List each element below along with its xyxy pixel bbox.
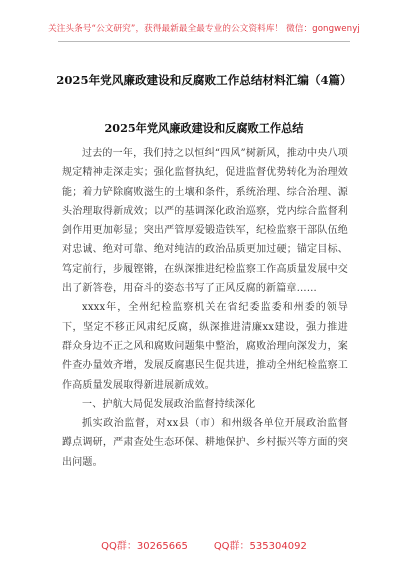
- footer: [0, 537, 408, 552]
- document-title: 2025年党风廉政建设和反腐败工作总结材料汇编（4篇）: [56, 73, 352, 87]
- section-heading-1: 一、护航大局促发展政治监督持续深化: [82, 398, 256, 410]
- footer-qq-right: QQ群：535304092: [213, 541, 307, 552]
- paragraph-3: 抓实政治监督，对xx县（市）和州级各单位开展政治监督蹲点调研，严肃查处生态环保、耕地保护、乡村振兴等方面的突出问题。: [62, 418, 348, 468]
- paragraph-2: xxxx年，全州纪检监察机关在省纪委监委和州委的领导下，坚定不移正风肃纪反腐，纵深推进清廉xx建设，强力推进群众身边不正之风和腐败问题集中整治，腐败治理向深发力，案件查办量效齐增，发展反腐惠民生促共进，推动全州纪检监察工作高质量发展取得新进展新成效。: [62, 302, 348, 391]
- header-note: 关注头条号“公文研究”，获得最新最全最专业的公文资料库！ 微信：gongwenyj: [48, 24, 360, 34]
- section-title: 2025年党风廉政建设和反腐败工作总结: [104, 121, 304, 135]
- header-divider: [58, 41, 350, 42]
- paragraph-1: 过去的一年，我们持之以恒纠“四风”树新风，推动中央八项规定精神走深走实；强化监督执纪，促进监督优势转化为治理效能；着力铲除腐败滋生的土壤和条件，系统治理、综合治理、源头治理取得新成效；以严的基调深化政治巡察，党内综合监督利剑作用更加彰显；突出严管厚爱锻造铁军，纪检监察干部队伍绝对忠诚、绝对可靠、绝对纯洁的政治品质更加过硬；锚定目标、笃定前行，步履铿锵，在纵深推进纪检监察工作高质量发展中交出了新答卷，用奋斗的姿态书写了正风反腐的新篇章……: [62, 148, 348, 295]
- body-text: [62, 144, 348, 472]
- footer-qq-left: QQ群：30265665: [101, 541, 188, 552]
